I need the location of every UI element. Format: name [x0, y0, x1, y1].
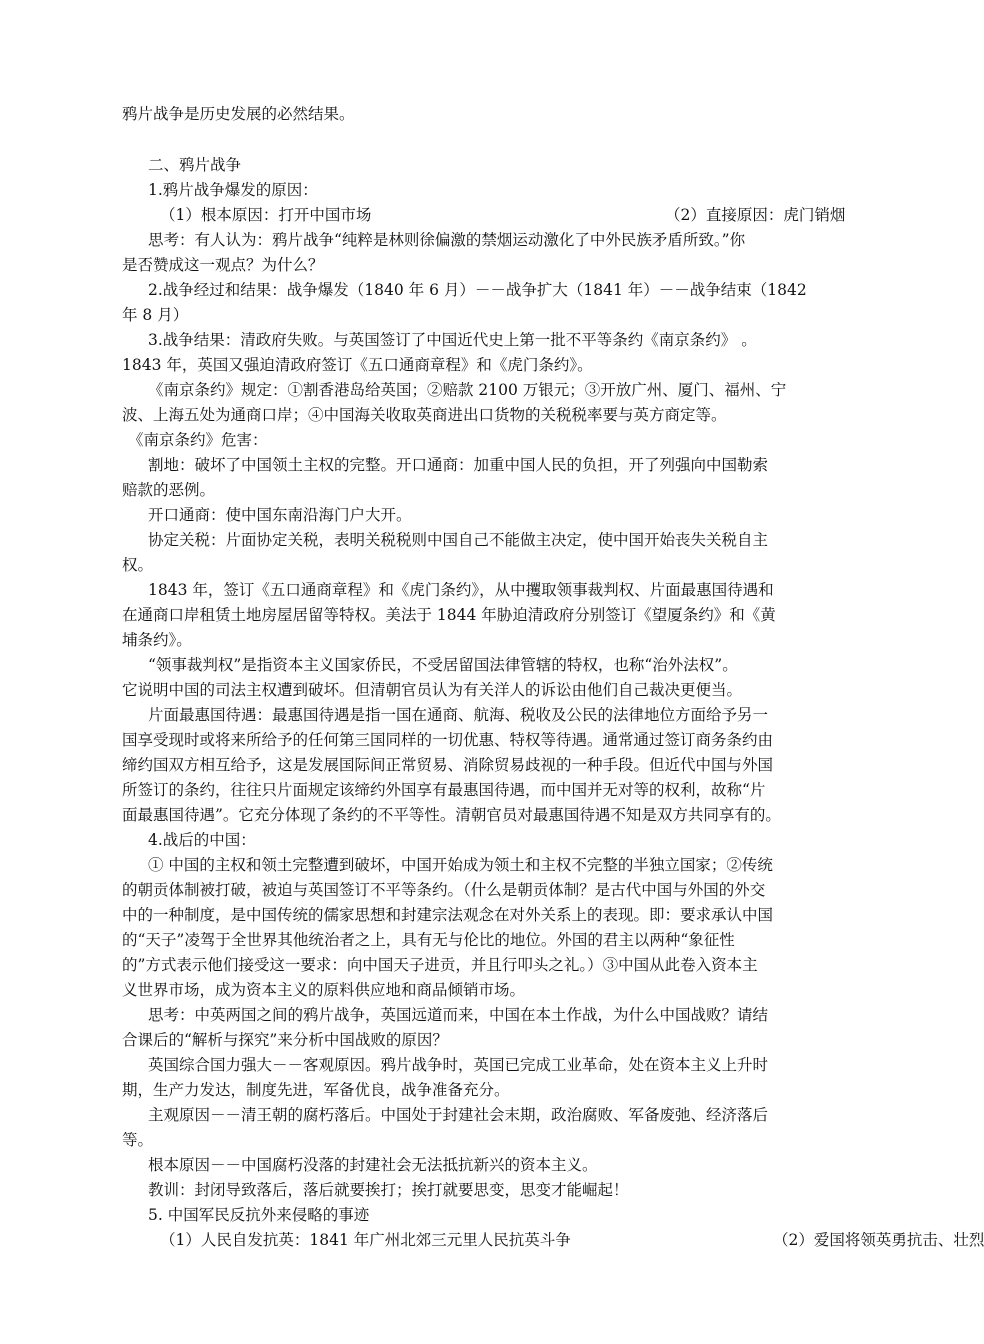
section-heading: 二、鸦片战争: [148, 156, 242, 174]
text-line: 《南京条约》规定：①割香港岛给英国；②赔款 2100 万银元；③开放广州、厦门、福州、宁: [148, 381, 787, 399]
text-line: 所签订的条约，往往只片面规定该缔约外国享有最惠国待遇，而中国并无对等的权利，故称“片: [122, 781, 766, 799]
text-line: 割地：破坏了中国领土主权的完整。开口通商：加重中国人民的负担，开了列强向中国勒索: [148, 456, 769, 474]
text-line: 国享受现时或将来所给予的任何第三国同样的一切优惠、特权等待遇。通常通过签订商务条约由: [122, 731, 774, 749]
people-resistance: （1）人民自发抗英：1841 年广州北郊三元里人民抗英斗争: [160, 1231, 571, 1249]
text-line: 主观原因－－清王朝的腐朽落后。中国处于封建社会末期，政治腐败、军备废弛、经济落后: [148, 1106, 769, 1124]
text-line: 《南京条约》危害：: [128, 431, 268, 449]
text-line: “领事裁判权”是指资本主义国家侨民，不受居留国法律管辖的特权，也称“治外法权”。: [148, 656, 738, 674]
text-line: 的“天子”凌驾于全世界其他统治者之上，具有无与伦比的地位。外国的君主以两种“象征性: [122, 931, 735, 949]
text-line: 缔约国双方相互给予，这是发展国际间正常贸易、消除贸易歧视的一种手段。但近代中国与外国: [122, 756, 774, 774]
subsection-heading: 2.战争经过和结果：战争爆发（1840 年 6 月）－－战争扩大（1841 年）－－战争结束（1842: [148, 281, 807, 299]
text-line: 年 8 月）: [122, 306, 189, 324]
text-line: 权。: [122, 556, 154, 574]
text-line: 根本原因－－中国腐朽没落的封建社会无法抵抗新兴的资本主义。: [148, 1156, 598, 1174]
text-line: 协定关税：片面协定关税，表明关税税则中国自己不能做主决定，使中国开始丧失关税自主: [148, 531, 769, 549]
subsection-heading: 3.战争结果：清政府失败。与英国签订了中国近代史上第一批不平等条约《南京条约》 。: [148, 331, 757, 349]
text-line: 中的一种制度，是中国传统的儒家思想和封建宗法观念在对外关系上的表现。即：要求承认中国: [122, 906, 774, 924]
direct-cause: （2）直接原因：虎门销烟: [665, 206, 846, 224]
text-line: 思考：中英两国之间的鸦片战争，英国远道而来，中国在本土作战，为什么中国战败？请结: [148, 1006, 769, 1024]
text-line: 义世界市场，成为资本主义的原料供应地和商品倾销市场。: [122, 981, 526, 999]
text-line: 片面最惠国待遇：最惠国待遇是指一国在通商、航海、税收及公民的法律地位方面给予另一: [148, 706, 769, 724]
text-line: 1843 年，签订《五口通商章程》和《虎门条约》，从中攫取领事裁判权、片面最惠国待遇和: [148, 581, 774, 599]
text-line: 1843 年，英国又强迫清政府签订《五口通商章程》和《虎门条约》。: [122, 356, 593, 374]
subsection-heading: 1.鸦片战争爆发的原因：: [148, 181, 318, 199]
text-line: 开口通商：使中国东南沿海门户大开。: [148, 506, 412, 524]
subsection-heading: 5. 中国军民反抗外来侵略的事迹: [148, 1206, 370, 1224]
patriotic-generals: （2）爱国将领英勇抗击、壮烈: [773, 1231, 984, 1249]
text-line: ① 中国的主权和领土完整遭到破坏，中国开始成为领土和主权不完整的半独立国家；②传统: [148, 856, 773, 874]
subsection-heading: 4.战后的中国：: [148, 831, 256, 849]
text-line: [160, 202, 880, 228]
text-line: 教训：封闭导致落后，落后就要挨打；挨打就要思变，思变才能崛起！: [148, 1181, 629, 1199]
text-line: 思考：有人认为：鸦片战争“纯粹是林则徐偏激的禁烟运动激化了中外民族矛盾所致。”你: [148, 231, 746, 249]
text-line: 鸦片战争是历史发展的必然结果。: [122, 105, 355, 123]
text-line: 的朝贡体制被打破，被迫与英国签订不平等条约。（什么是朝贡体制？是古代中国与外国的外交: [122, 881, 766, 899]
text-line: 面最惠国待遇”。它充分体现了条约的不平等性。清朝官员对最惠国待遇不知是双方共同享有的。: [122, 806, 781, 824]
text-line: 的”方式表示他们接受这一要求：向中国天子进贡，并且行叩头之礼。）③中国从此卷入资本主: [122, 956, 758, 974]
text-line: 是否赞成这一观点？为什么？: [122, 256, 324, 274]
text-line: [160, 1227, 984, 1253]
text-line: 它说明中国的司法主权遭到破坏。但清朝官员认为有关洋人的诉讼由他们自己裁决更便当。: [122, 681, 743, 699]
text-line: 期，生产力发达，制度先进，军备优良，战争准备充分。: [122, 1081, 510, 1099]
text-line: 波、上海五处为通商口岸；④中国海关收取英商进出口货物的关税税率要与英方商定等。: [122, 406, 727, 424]
text-line: 埔条约》。: [122, 631, 192, 649]
text-line: 赔款的恶例。: [122, 481, 216, 499]
text-line: 在通商口岸租赁土地房屋居留等特权。美法于 1844 年胁迫清政府分别签订《望厦条约》和《黄: [122, 606, 776, 624]
text-line: 英国综合国力强大－－客观原因。鸦片战争时，英国已完成工业革命，处在资本主义上升时: [148, 1056, 769, 1074]
root-cause: （1）根本原因：打开中国市场: [160, 206, 372, 224]
text-line: 等。: [122, 1131, 154, 1149]
text-line: 合课后的“解析与探究”来分析中国战败的原因？: [122, 1031, 448, 1049]
